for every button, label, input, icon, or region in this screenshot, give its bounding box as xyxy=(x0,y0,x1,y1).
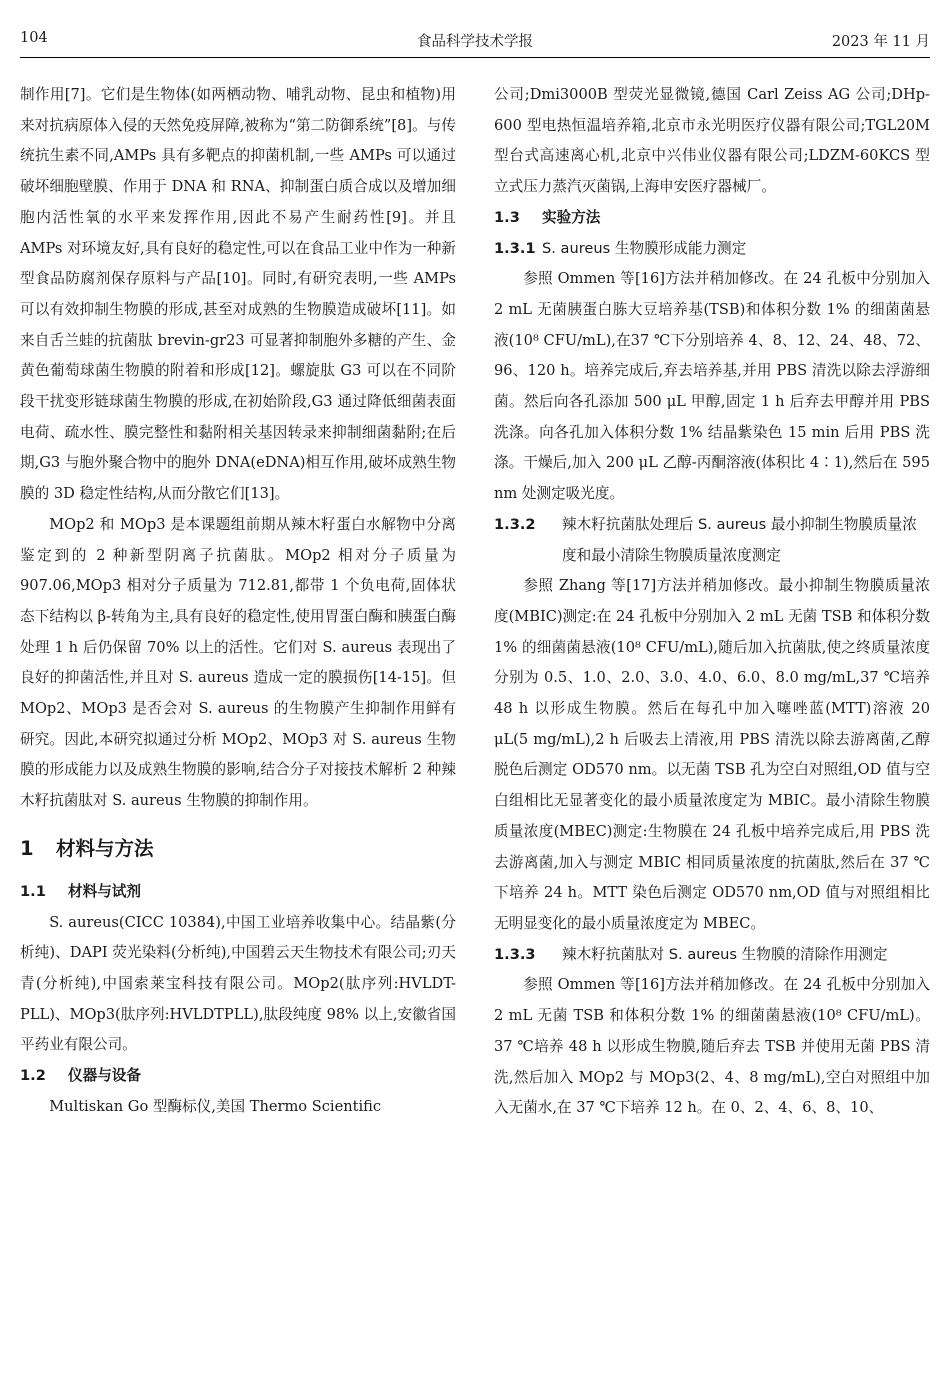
right-column xyxy=(494,80,930,1124)
paragraph: S. aureus(CICC 10384),中国工业培养收集中心。结晶紫(分析纯)、DAPI 荧光染料(分析纯),中国碧云天生物技术有限公司;刃天青(分析纯),中国索莱宝科技有限公司。MOp2(肽序列:HVLDT-PLL)、MOp3(肽序列:HVLDTPLL),肽段纯度 98% 以上,安徽省国平药业有限公司。 xyxy=(20,913,456,1054)
section-heading xyxy=(20,831,456,867)
subsection-title: 实验方法 xyxy=(542,208,601,226)
paragraph: Multiskan Go 型酶标仪,美国 Thermo Scientific xyxy=(49,1097,382,1115)
subsection-heading xyxy=(20,1061,456,1092)
page-number: 104 xyxy=(20,30,48,46)
paragraph: 参照 Zhang 等[17]方法并稍加修改。最小抑制生物膜质量浓度(MBIC)测定:在 24 孔板中分别加入 2 mL 无菌 TSB 和体积分数 1% 的细菌菌悬液(10⁸ CFU/mL),随后加入抗菌肽,使之终质量浓度分别为 0.5、1.0、2.0、3.0、4.0、6.0、8.0 mg/mL,37 ℃培养 48 h 以形成生物膜。然后在每孔中加入噻唑蓝(MTT)溶液 20 μL(5 mg/mL),2 h 后吸去上清液,用 PBS 清洗以除去游离菌,乙醇脱色后测定 OD570 nm。以无菌 TSB 孔为空白对照组,OD 值与空白组相比无显著变化的最小质量浓度定为 MBIC。最小清除生物膜质量浓度(MBEC)测定:生物膜在 24 孔板中培养完成后,用 PBS 洗去游离菌,加入与测定 MBIC 相同质量浓度的抗菌肽,然后在 37 ℃下培养 24 h。MTT 染色后测定 OD570 nm,OD 值与对照组相比无明显变化的最小质量浓度定为 MBEC。 xyxy=(494,577,930,932)
subsubsection-heading xyxy=(494,234,930,265)
left-column xyxy=(20,80,456,1123)
subsubsection-number: 1.3.1 xyxy=(494,239,536,257)
subsection-title: 仪器与设备 xyxy=(68,1067,141,1085)
paragraph: MOp2 和 MOp3 是本课题组前期从辣木籽蛋白水解物中分离鉴定到的 2 种新型阴离子抗菌肽。MOp2 相对分子质量为 907.06,MOp3 相对分子质量为 712.81,都带 1 个负电荷,固体状态下结构以 β-转角为主,具有良好的稳定性,使用胃蛋白酶和胰蛋白酶处理 1 h 后仍保留 70% 以上的活性。它们对 S. aureus 表现出了良好的抑菌活性,并且对 S. aureus 造成一定的膜损伤[14-15]。但 MOp2、MOp3 是否会对 S. aureus 的生物膜产生抑制作用鲜有研究。因此,本研究拟通过分析 MOp2、MOp3 对 S. aureus 生物膜的形成能力以及成熟生物膜的影响,结合分子对接技术解析 2 种辣木籽抗菌肽对 S. aureus 生物膜的抑制作用。 xyxy=(20,515,456,810)
subsubsection-title: 辣木籽抗菌肽对 S. aureus 生物膜的清除作用测定 xyxy=(562,945,888,963)
paragraph: 参照 Ommen 等[16]方法并稍加修改。在 24 孔板中分别加入 2 mL 无菌 TSB 和体积分数 1% 的细菌菌悬液(10⁸ CFU/mL)。37 ℃培养 48 h 以形成生物膜,随后弃去 TSB 并使用无菌 PBS 清洗,然后加入 MOp2 与 MOp3(2、4、8 mg/mL),空白对照组中加入无菌水,在 37 ℃下培养 12 h。在 0、2、4、6、8、10、 xyxy=(494,976,930,1117)
subsubsection-title: 辣木籽抗菌肽处理后 S. aureus 最小抑制生物膜质量浓度和最小清除生物膜质量浓度测定 xyxy=(562,515,917,564)
subsection-heading xyxy=(494,203,930,234)
subsubsection-heading xyxy=(494,510,930,571)
subsection-title: 材料与试剂 xyxy=(68,882,141,900)
subsection-number: 1.3 xyxy=(494,208,520,226)
paragraph: 公司;Dmi3000B 型荧光显微镜,德国 Carl Zeiss AG 公司;DHp-600 型电热恒温培养箱,北京市永光明医疗仪器有限公司;TGL20M 型台式高速离心机,北京中兴伟业仪器有限公司;LDZM-60KCS 型立式压力蒸汽灭菌锅,上海申安医疗器械厂。 xyxy=(494,86,930,196)
section-number: 1 xyxy=(20,836,34,860)
subsubsection-number: 1.3.2 xyxy=(494,515,536,533)
subsection-heading xyxy=(20,877,456,908)
subsection-number: 1.2 xyxy=(20,1067,46,1085)
paragraph: 参照 Ommen 等[16]方法并稍加修改。在 24 孔板中分别加入 2 mL 无菌胰蛋白胨大豆培养基(TSB)和体积分数 1% 的细菌菌悬液(10⁸ CFU/mL),在37 ℃下分别培养 4、8、12、24、48、72、96、120 h。培养完成后,弃去培养基,并用 PBS 清洗以除去浮游细菌。然后向各孔添加 500 μL 甲醇,固定 1 h 后弃去甲醇并用 PBS 洗涤。向各孔加入体积分数 1% 结晶紫染色 15 min 后用 PBS 洗涤。干燥后,加入 200 μL 乙醇-丙酮溶液(体积比 4∶1),然后在 595 nm 处测定吸光度。 xyxy=(494,270,930,503)
running-header xyxy=(20,30,930,56)
header-rule xyxy=(20,57,930,58)
paragraph: 制作用[7]。它们是生物体(如两栖动物、哺乳动物、昆虫和植物)用来对抗病原体入侵的天然免疫屏障,被称为“第二防御系统”[8]。与传统抗生素不同,AMPs 具有多靶点的抑菌机制,一些 AMPs 可以通过破坏细胞壁膜、作用于 DNA 和 RNA、抑制蛋白质合成以及增加细胞内活性氧的水平来发挥作用,因此不易产生耐药性[9]。并且 AMPs 对环境友好,具有良好的稳定性,可以在食品工业中作为一种新型食品防腐剂保存原料与产品[10]。同时,有研究表明,一些 AMPs 可以有效抑制生物膜的形成,甚至对成熟的生物膜造成破坏[11]。如来自舌兰蛙的抗菌肽 brevin-gr23 可显著抑制胞外多糖的产生、金黄色葡萄球菌生物膜的附着和形成[12]。螺旋肽 G3 可以在不同阶段干扰变形链球菌生物膜的形成,在初始阶段,G3 通过降低细菌表面电荷、疏水性、膜完整性和黏附相关基因转录来抑制细菌黏附;在后期,G3 与胞外聚合物中的胞外 DNA(eDNA)相互作用,破坏成熟生物膜的 3D 稳定性结构,从而分散它们[13]。 xyxy=(20,86,457,503)
section-title: 材料与方法 xyxy=(56,836,154,860)
journal-title: 食品科学技术学报 xyxy=(417,34,533,50)
subsubsection-heading xyxy=(494,940,930,971)
issue-date: 2023 年 11 月 xyxy=(831,34,930,50)
subsection-number: 1.1 xyxy=(20,882,46,900)
subsubsection-number: 1.3.3 xyxy=(494,945,536,963)
subsubsection-title: S. aureus 生物膜形成能力测定 xyxy=(542,239,747,257)
